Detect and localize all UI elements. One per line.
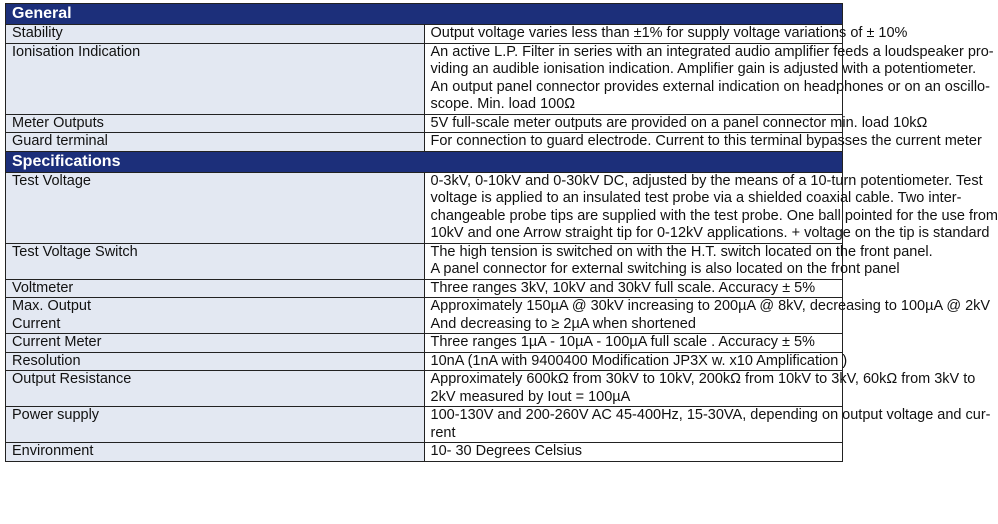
section-header xyxy=(6,151,843,172)
spec-row xyxy=(6,298,843,334)
spec-label-line: Current xyxy=(12,315,61,332)
spec-value-line: Approximately 150µA @ 30kV increasing to 200µA @ 8kV, decreasing to 100µA @ 2kV xyxy=(430,298,991,314)
spec-label-line: Current Meter xyxy=(12,334,102,350)
spec-row xyxy=(6,43,843,114)
spec-label-line: Guard terminal xyxy=(12,133,108,149)
spec-value-line: voltage is applied to an insulated test probe via a shielded coaxial cable. Two inter- xyxy=(430,190,962,206)
spec-label xyxy=(6,334,425,353)
spec-value xyxy=(424,133,982,152)
spec-value-line: viding an audible ionisation indication. Amplifier gain is adjusted with a potentiometer. xyxy=(430,61,977,77)
spec-label-line: Test Voltage Switch xyxy=(12,243,138,260)
spec-row xyxy=(6,133,843,152)
spec-value-line: 10kV and one Arrow straight tip for 0-12kV applications. + voltage on the tip is standard xyxy=(430,225,990,241)
spec-value-line: 10- 30 Degrees Celsius xyxy=(430,443,583,459)
spec-label-line: Environment xyxy=(12,443,94,459)
spec-value xyxy=(424,279,843,298)
spec-label xyxy=(6,352,425,371)
spec-value-line: 5V full-scale meter outputs are provided on a panel connector min. load 10kΩ xyxy=(430,114,928,131)
spec-label xyxy=(6,279,425,298)
spec-row xyxy=(6,334,843,353)
spec-value-line: An active L.P. Filter in series with an integrated audio amplifier feeds a loudspeaker pro- xyxy=(430,43,994,60)
spec-label xyxy=(6,243,425,279)
section-title: General xyxy=(6,4,843,25)
spec-value xyxy=(424,43,994,114)
spec-label-line: Voltmeter xyxy=(12,279,74,296)
spec-value-line: rent xyxy=(430,424,456,441)
spec-label xyxy=(6,25,425,44)
spec-label xyxy=(6,114,425,133)
spec-label xyxy=(6,298,425,334)
spec-label-line: Resolution xyxy=(12,352,81,369)
spec-value xyxy=(424,443,843,462)
spec-value xyxy=(424,243,933,279)
spec-label-line: Output Resistance xyxy=(12,371,132,387)
spec-row xyxy=(6,279,843,298)
spec-value-line: Three ranges 1µA - 10µA - 100µA full scale . Accuracy ± 5% xyxy=(430,334,815,350)
spec-value-line: The high tension is switched on with the H.T. switch located on the front panel. xyxy=(430,243,933,260)
spec-row xyxy=(6,25,843,44)
spec-value-line: Three ranges 3kV, 10kV and 30kV full scale. Accuracy ± 5% xyxy=(430,279,816,296)
spec-label-line: Test Voltage xyxy=(12,172,91,189)
spec-value xyxy=(424,298,991,334)
section-title: Specifications xyxy=(6,151,843,172)
spec-label xyxy=(6,133,425,152)
spec-value xyxy=(424,371,976,407)
spec-label-line: Ionisation Indication xyxy=(12,43,141,60)
spec-label-line: Max. Output xyxy=(12,298,91,314)
spec-value xyxy=(424,114,928,133)
spec-label xyxy=(6,172,425,243)
spec-row xyxy=(6,407,843,443)
spec-value-line: Approximately 600kΩ from 30kV to 10kV, 200kΩ from 10kV to 3kV, 60kΩ from 3kV to xyxy=(430,371,976,387)
section-header xyxy=(6,4,843,25)
spec-value xyxy=(424,352,848,371)
spec-label-line: Power supply xyxy=(12,407,100,423)
spec-value-line: A panel connector for external switching is also located on the front panel xyxy=(430,261,900,277)
spec-label xyxy=(6,43,425,114)
spec-value-line: An output panel connector provides external indication on headphones or on an oscillo- xyxy=(430,78,990,95)
spec-label-line: Meter Outputs xyxy=(12,114,104,131)
spec-row xyxy=(6,352,843,371)
spec-label xyxy=(6,371,425,407)
spec-value xyxy=(424,407,991,443)
spec-table xyxy=(5,3,998,462)
spec-row xyxy=(6,371,843,407)
spec-value xyxy=(424,334,843,353)
spec-row xyxy=(6,172,843,243)
spec-value-line: For connection to guard electrode. Current to this terminal bypasses the current meter xyxy=(430,133,982,149)
spec-value xyxy=(424,172,998,243)
spec-row xyxy=(6,243,843,279)
spec-row xyxy=(6,443,843,462)
spec-label xyxy=(6,443,425,462)
spec-value-line: scope. Min. load 100Ω xyxy=(430,96,576,112)
spec-row xyxy=(6,114,843,133)
spec-value-line: 10nA (1nA with 9400400 Modification JP3X w. x10 Amplification ) xyxy=(430,352,848,369)
spec-value-line: changeable probe tips are supplied with the test probe. One ball pointed for the use from xyxy=(430,207,998,224)
spec-value-line: And decreasing to ≥ 2µA when shortened xyxy=(430,315,696,332)
spec-value-line: Output voltage varies less than ±1% for supply voltage variations of ± 10% xyxy=(430,25,908,41)
spec-table-body xyxy=(6,4,998,462)
spec-value xyxy=(424,25,908,44)
spec-label xyxy=(6,407,425,443)
spec-value-line: 0-3kV, 0-10kV and 0-30kV DC, adjusted by the means of a 10-turn potentiometer. Test xyxy=(430,172,983,189)
spec-label-line: Stability xyxy=(12,25,63,41)
spec-value-line: 100-130V and 200-260V AC 45-400Hz, 15-30VA, depending on output voltage and cur- xyxy=(430,407,991,423)
spec-value-line: 2kV measured by Iout = 100µA xyxy=(430,388,631,405)
